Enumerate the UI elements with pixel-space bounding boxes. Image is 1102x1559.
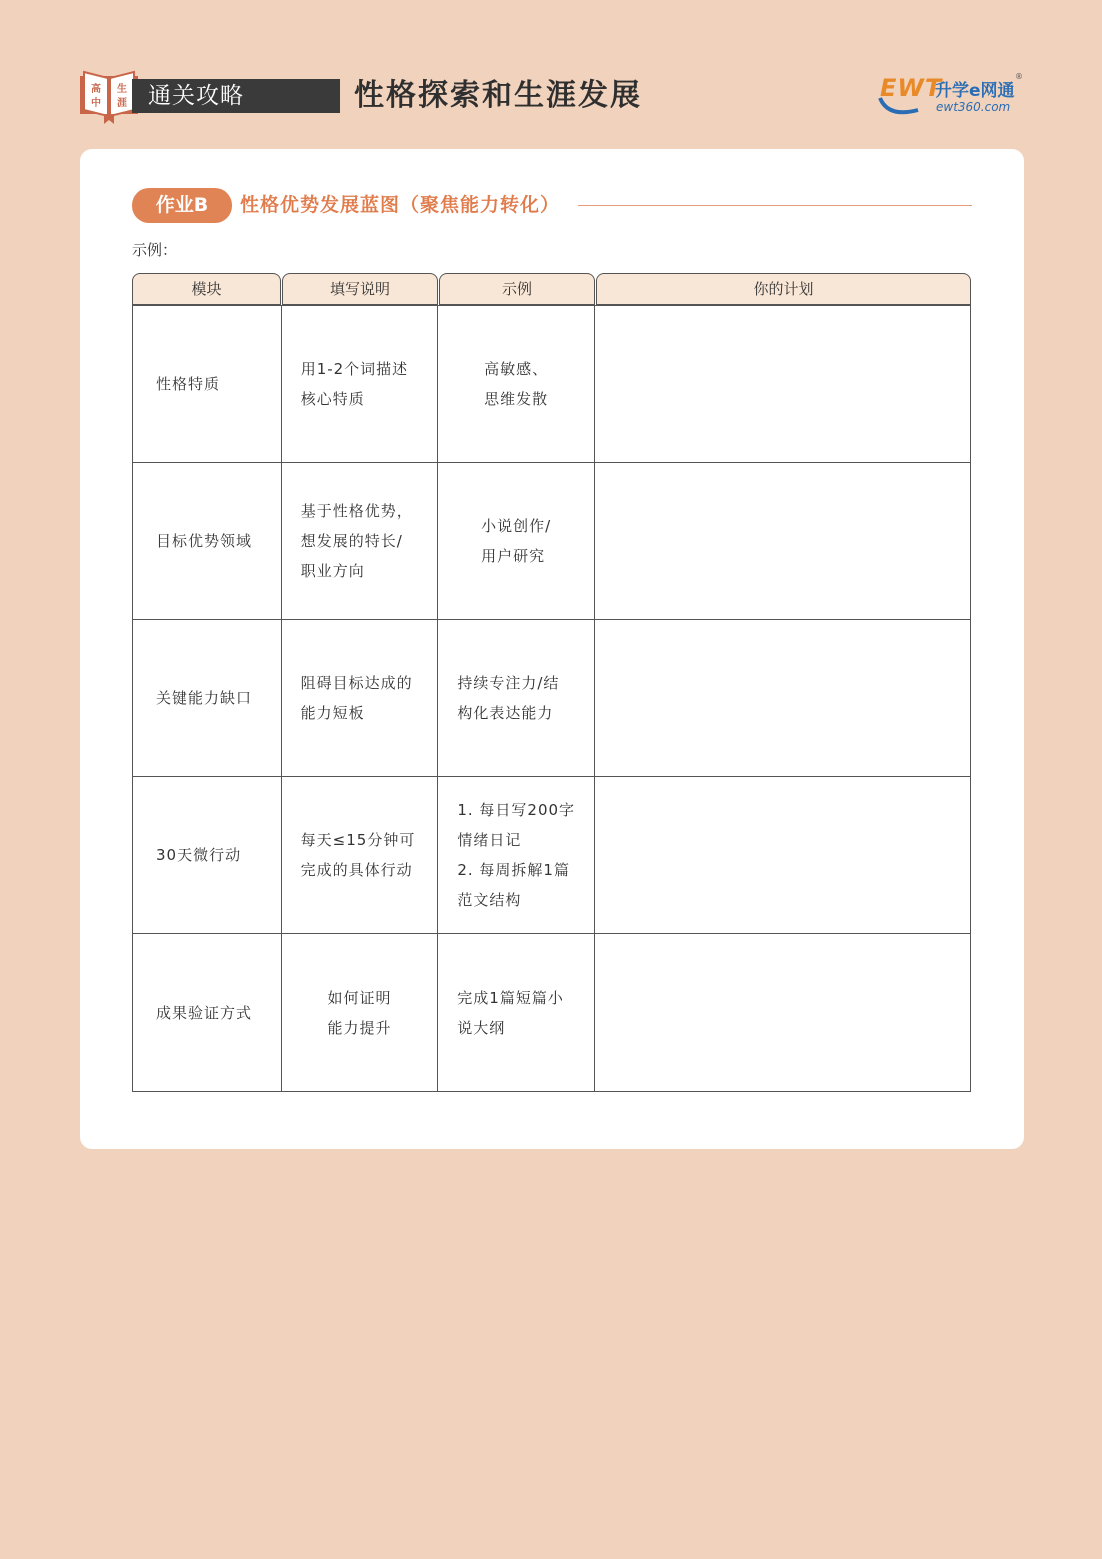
homework-tag: 作业B bbox=[132, 188, 232, 223]
module-cell: 成果验证方式 bbox=[133, 934, 282, 1091]
ewt-logo bbox=[878, 70, 1028, 122]
table-body bbox=[132, 305, 971, 1092]
example-cell: 完成1篇短篇小 说大纲 bbox=[438, 934, 595, 1091]
instruction-cell: 基于性格优势， 想发展的特长/ 职业方向 bbox=[282, 463, 439, 619]
logo-ewt: EWT bbox=[880, 74, 943, 102]
plan-cell[interactable] bbox=[595, 463, 970, 619]
section-title: 性格优势发展蓝图（聚焦能力转化） bbox=[240, 194, 561, 216]
table-row bbox=[133, 934, 970, 1091]
svg-text:生: 生 bbox=[117, 84, 127, 95]
table-row bbox=[133, 306, 970, 463]
column-header-plan: 你的计划 bbox=[596, 273, 971, 305]
module-cell: 目标优势领域 bbox=[133, 463, 282, 619]
module-cell: 性格特质 bbox=[133, 306, 282, 462]
section-divider bbox=[578, 205, 972, 206]
example-label: 示例： bbox=[132, 241, 178, 259]
svg-text:高: 高 bbox=[91, 84, 101, 95]
instruction-cell: 用1-2个词描述 核心特质 bbox=[282, 306, 439, 462]
logo-registered: ® bbox=[1015, 72, 1023, 81]
table-row bbox=[133, 620, 970, 777]
instruction-cell: 如何证明 能力提升 bbox=[282, 934, 439, 1091]
page-title: 性格探索和生涯发展 bbox=[354, 78, 642, 113]
blueprint-table bbox=[132, 273, 971, 1092]
module-cell: 关键能力缺口 bbox=[133, 620, 282, 776]
table-row bbox=[133, 777, 970, 934]
plan-cell[interactable] bbox=[595, 934, 970, 1091]
page-header bbox=[78, 66, 1028, 126]
content-card bbox=[80, 149, 1024, 1149]
example-cell: 高敏感、 思维发散 bbox=[438, 306, 595, 462]
instruction-cell: 阻碍目标达成的 能力短板 bbox=[282, 620, 439, 776]
column-header-module: 模块 bbox=[132, 273, 281, 305]
table-header bbox=[132, 273, 971, 305]
book-icon bbox=[78, 66, 140, 126]
table-row bbox=[133, 463, 970, 620]
instruction-cell: 每天≤15分钟可 完成的具体行动 bbox=[282, 777, 439, 933]
example-cell: 小说创作/ 用户研究 bbox=[438, 463, 595, 619]
column-header-example: 示例 bbox=[439, 273, 595, 305]
logo-url: ewt360.com bbox=[936, 100, 1011, 114]
svg-text:中: 中 bbox=[91, 98, 101, 109]
plan-cell[interactable] bbox=[595, 620, 970, 776]
example-cell: 持续专注力/结 构化表达能力 bbox=[438, 620, 595, 776]
svg-text:涯: 涯 bbox=[117, 98, 127, 109]
column-header-instruction: 填写说明 bbox=[282, 273, 438, 305]
section-header bbox=[132, 188, 972, 224]
example-cell: 1. 每日写200字 情绪日记 2. 每周拆解1篇 范文结构 bbox=[438, 777, 595, 933]
plan-cell[interactable] bbox=[595, 306, 970, 462]
plan-cell[interactable] bbox=[595, 777, 970, 933]
guide-badge: 通关攻略 bbox=[132, 79, 340, 113]
logo-cn: 升学e网通 bbox=[935, 81, 1015, 101]
module-cell: 30天微行动 bbox=[133, 777, 282, 933]
